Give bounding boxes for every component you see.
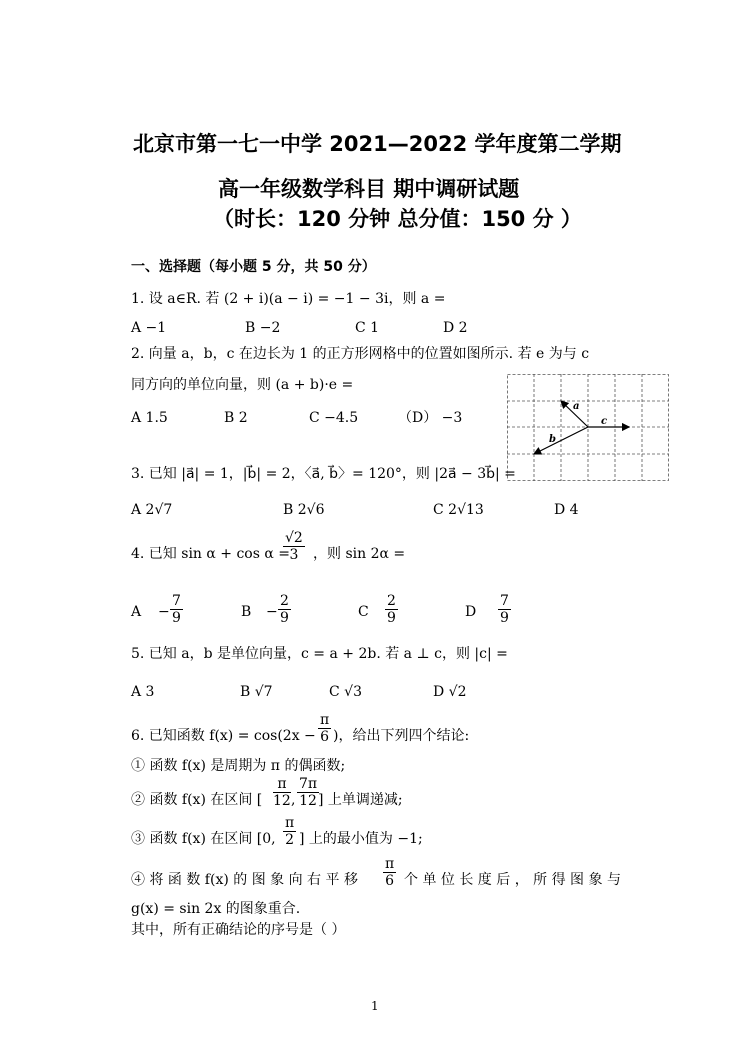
q6-c3-f-num: π <box>285 815 295 831</box>
vector-grid-figure <box>507 374 669 481</box>
q6-conclusion-2-frac1 <box>273 776 291 809</box>
page-number: 1 <box>371 999 379 1013</box>
q6-c4-f-num: π <box>385 856 395 872</box>
q4-option-c-fraction <box>385 593 398 626</box>
vector-grid-svg <box>507 374 669 481</box>
q3-option-b: B 2√6 <box>283 502 325 518</box>
q4-option-a-fraction <box>170 593 183 626</box>
q4-option-a-letter: A <box>131 604 142 620</box>
q6-conclusion-4-post: 个 单 位 长 度 后 ， 所 得 图 象 与 <box>404 872 621 888</box>
q3-option-a: A 2√7 <box>131 502 173 518</box>
q5-option-d: D √2 <box>433 684 467 700</box>
q5-stem: 5. 已知 a，b 是单位向量，c = a + 2b. 若 a ⊥ c，则 |c| = <box>131 646 508 662</box>
q6-c4-f-den: 6 <box>385 873 395 889</box>
q4-option-a-sign: − <box>158 604 170 620</box>
q1-option-b: B −2 <box>245 320 281 336</box>
q4-option-d-fraction <box>498 593 511 626</box>
q6-conclusion-3-post: ] 上的最小值为 −1; <box>299 831 423 847</box>
vector-b-label: b <box>549 434 556 445</box>
section-heading: 一、选择题（每小题 5 分，共 50 分） <box>131 259 376 275</box>
q6-conclusion-2-comma: , <box>291 792 296 808</box>
q4-stem-post: ，则 sin 2α = <box>313 546 406 562</box>
q4-option-d-num: 7 <box>500 593 509 609</box>
q3-stem: 3. 已知 |a⃗| = 1，|b⃗| = 2，〈a⃗, b⃗〉= 120°，则 |2a⃗ − 3b⃗| = <box>131 466 516 482</box>
q1-stem: 1. 设 a∈R. 若 (2 + i)(a − i) = −1 − 3i，则 a = <box>131 291 446 307</box>
exam-title-subject: 高一年级数学科目 期中调研试题 <box>218 177 520 201</box>
q4-option-b-letter: B <box>241 604 252 620</box>
vector-c-label: c <box>601 416 608 427</box>
q6-conclusion-2-frac2 <box>297 776 319 809</box>
q6-stem-fraction-den: 6 <box>320 729 330 745</box>
q5-option-c: C √3 <box>329 684 362 700</box>
q6-conclusion-4-line2: g(x) = sin 2x 的图象重合. <box>131 901 301 917</box>
q4-option-b-sign: − <box>266 604 278 620</box>
q6-stem-post: )，给出下列四个结论: <box>333 728 470 744</box>
exam-title-school: 北京市第一七一中学 2021—2022 学年度第二学期 <box>133 132 622 156</box>
q4-option-b-den: 9 <box>280 610 289 626</box>
q6-c3-f-den: 2 <box>285 832 295 848</box>
q3-option-c: C 2√13 <box>433 502 484 518</box>
q4-stem-fraction-den: 3 <box>289 547 299 563</box>
q2-stem-line1: 2. 向量 a，b，c 在边长为 1 的正方形网格中的位置如图所示. 若 e 为与 c <box>131 346 590 362</box>
q6-c2-f1-num: π <box>273 776 291 793</box>
q6-answer-prompt: 其中，所有正确结论的序号是（ ） <box>131 922 346 938</box>
q2-option-a: A 1.5 <box>131 410 168 426</box>
q3-option-d: D 4 <box>554 502 579 518</box>
q4-option-d-letter: D <box>465 604 477 620</box>
q6-c2-f2-num: 7π <box>299 776 318 792</box>
q4-option-a-den: 9 <box>172 610 181 626</box>
q2-option-c: C −4.5 <box>309 410 359 426</box>
q4-option-b-fraction <box>278 593 291 626</box>
exam-title-duration: （时长：120 分钟 总分值：150 分 ） <box>213 207 582 231</box>
q6-conclusion-4-frac <box>383 856 396 889</box>
q6-stem-fraction-num: π <box>320 712 330 728</box>
q1-option-c: C 1 <box>355 320 380 336</box>
q4-option-c-num: 2 <box>387 593 396 609</box>
q4-option-a-num: 7 <box>172 593 181 609</box>
q6-conclusion-1: ① 函数 f(x) 是周期为 π 的偶函数; <box>131 758 346 774</box>
q6-stem-pre: 6. 已知函数 f(x) = cos(2x − <box>131 728 316 744</box>
q6-conclusion-4-pre: ④ 将 函 数 f(x) 的 图 象 向 右 平 移 <box>131 872 358 888</box>
q5-option-b: B √7 <box>240 684 273 700</box>
q1-option-d: D 2 <box>443 320 468 336</box>
q4-option-c-den: 9 <box>387 610 396 626</box>
q4-option-d-den: 9 <box>500 610 509 626</box>
q4-stem-fraction <box>283 530 305 563</box>
q4-stem-fraction-num: √2 <box>285 530 303 546</box>
q1-option-a: A −1 <box>131 320 167 336</box>
q2-option-b: B 2 <box>224 410 248 426</box>
q4-option-c-letter: C <box>358 604 369 620</box>
q2-stem-line2: 同方向的单位向量，则 (a + b)·e = <box>131 377 354 393</box>
q6-c2-f2-den: 12 <box>299 793 317 809</box>
q6-conclusion-2-post: ] 上单调递减; <box>318 792 403 808</box>
q6-conclusion-2-pre: ② 函数 f(x) 在区间 [ <box>131 792 263 808</box>
q6-conclusion-3-frac <box>283 815 296 848</box>
q2-option-d: （D） −3 <box>398 410 463 426</box>
q4-option-b-num: 2 <box>280 593 289 609</box>
q6-stem-fraction <box>318 712 331 745</box>
vector-a-label: a <box>573 401 580 412</box>
q6-c2-f1-den: 12 <box>273 793 291 809</box>
q6-conclusion-3-pre: ③ 函数 f(x) 在区间 [0, <box>131 831 276 847</box>
q4-stem-pre: 4. 已知 sin α + cos α = <box>131 546 291 562</box>
q5-option-a: A 3 <box>131 684 155 700</box>
